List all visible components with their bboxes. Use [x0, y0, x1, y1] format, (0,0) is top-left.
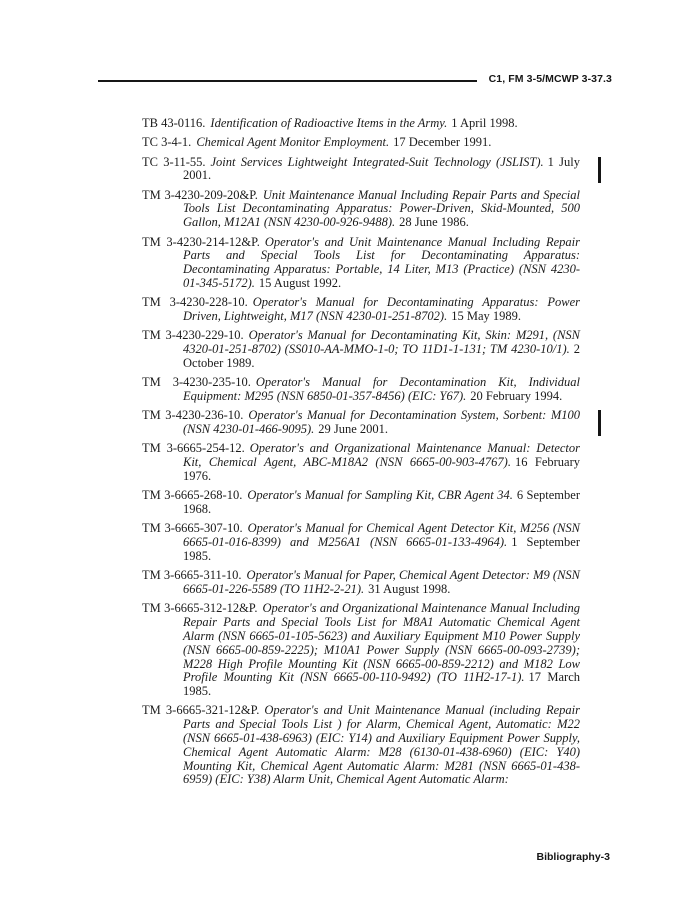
header-doc-ref: C1, FM 3-5/MCWP 3-37.3 [488, 73, 612, 85]
entry-id: TM 3-6665-254-12. [142, 441, 245, 456]
entry-title: Identification of Radioactive Items in the Army. [210, 116, 448, 130]
entry-id: TM 3-4230-235-10. [142, 375, 251, 390]
bibliography-entry [142, 489, 580, 517]
bibliography-entry [142, 329, 580, 370]
entry-title: Operator's Manual for Chemical Agent Detector Kit, M256 (NSN 6665-01-016-8399) and M256A1 (NSN 6665-01-133-4964). [183, 521, 580, 550]
entry-title: Operator's Manual for Decontamination System, Sorbent: M100 (NSN 4230-01-466-9095). [183, 408, 580, 437]
entry-id: TM 3-6665-268-10. [142, 488, 243, 503]
bibliography-entry [142, 376, 580, 404]
entry-title: Operator's Manual for Decontaminating Kit, Skin: M291, (NSN 4320-01-251-8702) (SS010-AA-MMO-1-0; TO 11D1-1-131; TM 4230-10/1). [183, 328, 580, 357]
bibliography-entry [142, 136, 580, 150]
entry-id: TM 3-6665-312-12&P. [142, 601, 258, 616]
change-bar-icon [598, 157, 601, 183]
entry-title: Joint Services Lightweight Integrated-Suit Technology (JSLIST). [210, 154, 544, 169]
entry-date: 15 May 1989. [451, 309, 522, 324]
entry-id: TC 3-11-55. [142, 154, 206, 169]
bibliography-entry [142, 236, 580, 291]
entry-date: 16 February 1976. [183, 455, 581, 484]
change-bar-icon [598, 410, 601, 436]
entry-date: 17 December 1991. [393, 135, 492, 150]
entry-id: TM 3-4230-214-12&P. [142, 234, 260, 249]
entry-title: Operator's and Unit Maintenance Manual Including Repair Parts and Special Tools List for Decontaminating Apparatus: Decontaminating Apparatus: Portable, 14 Liter, M13 (Practice) (NSN 4230-01-345-5172). [183, 234, 581, 290]
entry-date: 1 April 1998. [451, 116, 518, 130]
entry-title: Operator's and Unit Maintenance Manual (including Repair Parts and Special Tools List ) for Alarm, Chemical Agent, Automatic: M22 (NSN 6665-01-438-6963) (EIC: Y14) and Auxiliary Equipment Power Supply, Chemical Agent Automatic Alarm: M28 (6130-01-438-6960) (EIC: Y40) Mounting Kit, Chemical Agent Automatic Alarm: M281 (NSN 6665-01-438-6959) (EIC: Y38) Alarm Unit, Chemical Agent Automatic Alarm: [183, 703, 581, 787]
entry-date: 6 September 1968. [183, 488, 580, 517]
entry-date: 17 March 1985. [183, 670, 581, 699]
entry-title: Unit Maintenance Manual Including Repair Parts and Special Tools List Decontaminating Apparatus: Power-Driven, Skid-Mounted, 500 Gallon, M12A1 (NSN 4230-00-926-9488). [183, 187, 581, 230]
entry-date: 28 June 1986. [399, 215, 469, 230]
entry-date: 20 February 1994. [470, 389, 563, 404]
bibliography-entry [142, 569, 580, 597]
entry-title: Operator's and Organizational Maintenance Manual Including Repair Parts and Special Tools List for M8A1 Automatic Chemical Agent Alarm (NSN 6665-01-105-5623) and Auxiliary Equipment M10 Power Supply (NSN 6665-00-859-2225); M10A1 Power Supply (NSN 6665-00-093-2739); M228 High Profile Mounting Kit (NSN 6665-00-859-2212) and M182 Low Profile Mounting Kit (NSN 6665-00-110-9492) (TO 11H2-17-1). [183, 601, 580, 685]
entry-id: TM 3-6665-307-10. [142, 521, 243, 536]
entry-id: TM 3-4230-228-10. [142, 295, 248, 310]
entry-title: Operator's and Organizational Maintenance Manual: Detector Kit, Chemical Agent, ABC-M18A2 (NSN 6665-00-903-4767). [183, 441, 580, 470]
bibliography-entry [142, 409, 580, 437]
entry-title: Chemical Agent Monitor Employment. [196, 135, 390, 150]
entry-title: Operator's Manual for Decontaminating Apparatus: Power Driven, Lightweight, M17 (NSN 4230-01-251-8702). [183, 295, 580, 324]
bibliography-entry [142, 296, 580, 324]
bibliography-entry [142, 704, 580, 787]
footer-page-label: Bibliography-3 [536, 851, 610, 863]
bibliography-list [142, 117, 580, 793]
entry-id: TB 43-0116. [142, 116, 206, 130]
entry-date: 29 June 2001. [318, 422, 389, 437]
bibliography-entry [142, 602, 580, 699]
entry-date: 2 October 1989. [183, 342, 580, 370]
bibliography-entry [142, 117, 580, 131]
bibliography-entry [142, 156, 580, 184]
entry-date: 31 August 1998. [368, 582, 451, 597]
entry-title: Operator's Manual for Paper, Chemical Agent Detector: M9 (NSN 6665-01-226-5589 (TO 11H2-2-21). [183, 568, 580, 597]
entry-date: 1 September 1985. [183, 535, 580, 564]
entry-id: TM 3-4230-229-10. [142, 328, 244, 343]
entry-id: TC 3-4-1. [142, 135, 192, 150]
bibliography-entry [142, 522, 580, 563]
entry-id: TM 3-4230-236-10. [142, 408, 244, 423]
entry-title: Operator's Manual for Sampling Kit, CBR Agent 34. [247, 488, 513, 503]
header-rule [98, 80, 477, 82]
entry-id: TM 3-4230-209-20&P. [142, 187, 258, 202]
bibliography-entry [142, 442, 580, 483]
bibliography-entry [142, 189, 580, 230]
entry-id: TM 3-6665-311-10. [142, 568, 242, 583]
entry-date: 1 July 2001. [183, 154, 581, 183]
entry-date: 15 August 1992. [258, 275, 342, 290]
entry-id: TM 3-6665-321-12&P. [142, 703, 260, 718]
entry-title: Operator's Manual for Decontamination Kit, Individual Equipment: M295 (NSN 6850-01-357-8456) (EIC: Y67). [183, 375, 580, 404]
